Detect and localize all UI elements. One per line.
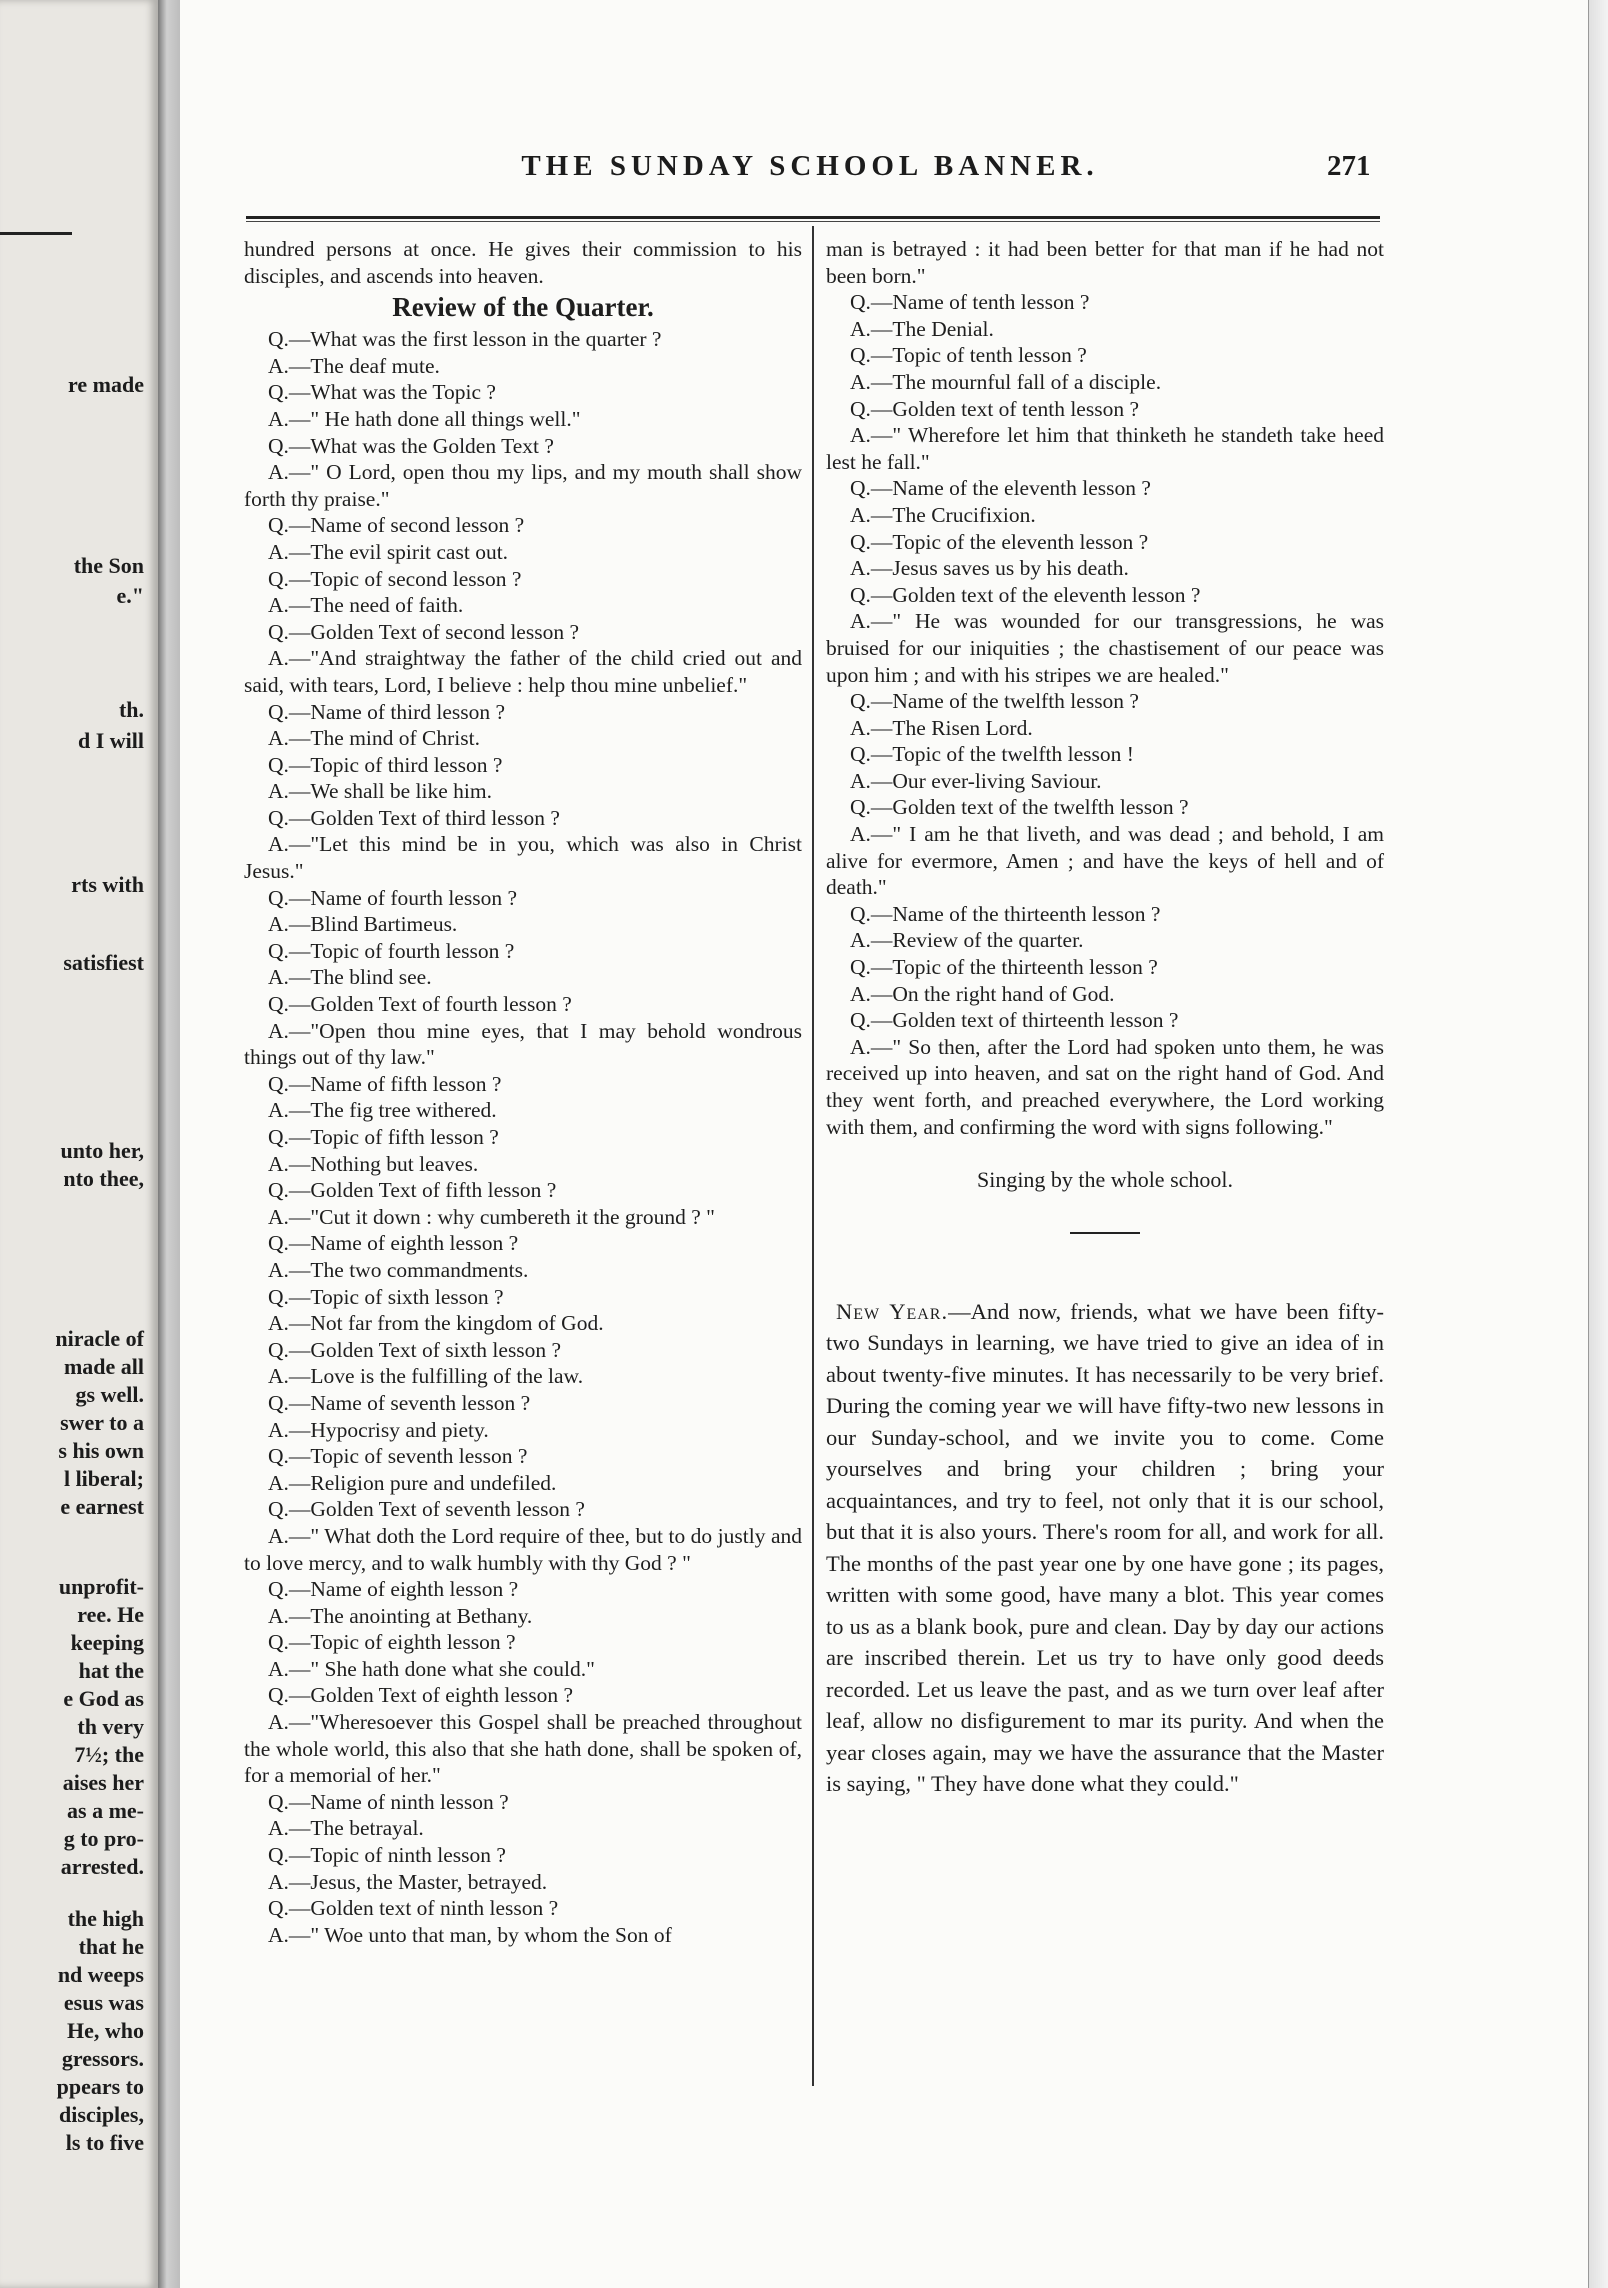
adjacent-page-fragment: He, who xyxy=(67,2018,144,2043)
qa-line: A.—" He was wounded for our transgressions, he was bruised for our iniquities ; the chastisement of our peace was upon him ; and with his stripes we are healed." xyxy=(826,609,1384,687)
adjacent-page-fragment: nto thee, xyxy=(63,1166,144,1191)
qa-line: Q.—What was the Topic ? xyxy=(268,380,496,405)
adjacent-page-fragment: as a me- xyxy=(67,1798,144,1823)
qa-line: Q.—Golden Text of third lesson ? xyxy=(268,805,560,830)
column-divider xyxy=(812,226,814,2086)
right-column xyxy=(826,236,1384,1800)
qa-line: Q.—Golden text of thirteenth lesson ? xyxy=(850,1008,1179,1033)
adjacent-page-fragment: disciples, xyxy=(59,2102,144,2127)
qa-line: Q.—Name of fifth lesson ? xyxy=(268,1071,502,1096)
qa-line: A.—" He hath done all things well." xyxy=(268,406,581,431)
qa-line: A.—The Denial. xyxy=(850,316,994,341)
adjacent-page-fragment: 7½; the xyxy=(74,1742,144,1767)
qa-line: A.—Hypocrisy and piety. xyxy=(268,1417,489,1442)
qa-line: Q.—Golden text of tenth lesson ? xyxy=(850,396,1140,421)
page-number: 271 xyxy=(1327,150,1371,182)
qa-line: Q.—Golden Text of fourth lesson ? xyxy=(268,992,572,1017)
header-rule xyxy=(246,216,1380,222)
qa-line: Q.—Golden text of ninth lesson ? xyxy=(268,1896,559,1921)
adjacent-page-fragment: arrested. xyxy=(60,1854,144,1879)
new-year-text: —And now, friends, what we have been fifty-two Sundays in learning, we have tried to give an idea of in about twenty-five minutes. It has necessarily to be very brief. During the coming year we will have fifty-two new lessons in our Sunday-school, and we invite you to come. Come yourselves and bring your children ; bring your acquaintances, and try to feel, not only that it is our school, but that it is also yours. There's room for all, and work for all. The months of the past year one by one have gone ; its pages, written with some good, have many a blot. This year comes to us as a blank book, pure and clean. Day by day our actions are inscribed therein. Let us try to have only good deeds recorded. Let us leave the past, and as we turn over leaf after leaf, allow no disfigurement to mar its purity. And when the year closes again, may we have the assurance that the Master is saying, " They have done what they could." xyxy=(826,1298,1384,1797)
qa-line: Q.—Golden text of the eleventh lesson ? xyxy=(850,582,1201,607)
adjacent-page-fragment: ree. He xyxy=(77,1602,144,1627)
qa-line: A.—The betrayal. xyxy=(268,1816,424,1841)
qa-line: Q.—Golden Text of sixth lesson ? xyxy=(268,1337,562,1362)
qa-line: A.—The evil spirit cast out. xyxy=(268,539,509,564)
adjacent-page-fragment: e God as xyxy=(63,1686,144,1711)
qa-line: Q.—Topic of tenth lesson ? xyxy=(850,343,1087,368)
qa-line: A.—Religion pure and undefiled. xyxy=(268,1470,557,1495)
qa-line: Q.—What was the Golden Text ? xyxy=(268,433,554,458)
adjacent-page-fragment: re made xyxy=(68,372,144,397)
qa-line: A.—The Crucifixion. xyxy=(850,502,1036,527)
adjacent-page-strip xyxy=(0,0,158,2288)
qa-line: A.—"Wheresoever this Gospel shall be preached throughout the whole world, this also that she hath done, shall be spoken of, for a memorial of her." xyxy=(244,1710,802,1788)
qa-list-left xyxy=(244,326,802,1948)
adjacent-page-fragment: s his own xyxy=(58,1438,144,1463)
qa-line: A.—The mind of Christ. xyxy=(268,726,480,751)
qa-line: A.—The mournful fall of a disciple. xyxy=(850,369,1162,394)
qa-line: A.—" O Lord, open thou my lips, and my mouth shall show forth thy praise." xyxy=(244,460,802,511)
qa-line: A.—"And straightway the father of the child cried out and said, with tears, Lord, I believe : help thou mine unbelief." xyxy=(244,646,802,697)
qa-line: A.—" She hath done what she could." xyxy=(268,1656,595,1681)
qa-line: Q.—Topic of the eleventh lesson ? xyxy=(850,529,1149,554)
qa-line: A.—Nothing but leaves. xyxy=(268,1151,479,1176)
qa-line: A.—The blind see. xyxy=(268,965,432,990)
section-heading: Review of the Quarter. xyxy=(392,292,654,323)
adjacent-page-fragment: th. xyxy=(118,697,144,722)
singing-note: Singing by the whole school. xyxy=(976,1167,1234,1193)
qa-line: A.—The deaf mute. xyxy=(268,353,440,378)
qa-line: A.—Love is the fulfilling of the law. xyxy=(268,1364,584,1389)
qa-line: Q.—Name of tenth lesson ? xyxy=(850,290,1090,315)
adjacent-page-fragment: g to pro- xyxy=(63,1826,144,1851)
qa-line: A.—The two commandments. xyxy=(268,1257,529,1282)
qa-line: A.—The anointing at Bethany. xyxy=(268,1603,533,1628)
qa-line: Q.—Golden text of the twelfth lesson ? xyxy=(850,795,1189,820)
qa-line: Q.—Name of the eleventh lesson ? xyxy=(850,476,1151,501)
qa-line: A.—"Cut it down : why cumbereth it the ground ? " xyxy=(268,1204,715,1229)
adjacent-page-fragment: nd weeps xyxy=(57,1962,144,1987)
qa-line: man is betrayed : it had been better for that man if he had not been born." xyxy=(826,237,1384,288)
qa-line: A.—" I am he that liveth, and was dead ; and behold, I am alive for evermore, Amen ; and have the keys of hell and of death." xyxy=(826,822,1384,900)
qa-line: Q.—Name of third lesson ? xyxy=(268,699,506,724)
qa-line: Q.—Name of second lesson ? xyxy=(268,513,525,538)
qa-line: A.—Jesus saves us by his death. xyxy=(850,556,1129,581)
qa-line: A.—" So then, after the Lord had spoken unto them, he was received up into heaven, and sat on the right hand of God. And they went forth, and preached everywhere, the Lord working with them, and confirming the word with signs following." xyxy=(826,1034,1384,1139)
adjacent-page-fragment: satisfiest xyxy=(63,950,144,975)
qa-line: Q.—Name of ninth lesson ? xyxy=(268,1789,509,1814)
qa-line: Q.—Topic of seventh lesson ? xyxy=(268,1444,528,1469)
qa-line: A.—Our ever-living Saviour. xyxy=(850,768,1102,793)
adjacent-page-fragment: e earnest xyxy=(60,1494,144,1519)
qa-line: A.—The need of faith. xyxy=(268,593,464,618)
qa-line: Q.—Topic of fourth lesson ? xyxy=(268,938,515,963)
book-gutter xyxy=(158,0,180,2288)
adjacent-page-fragment: ppears to xyxy=(56,2074,144,2099)
running-head: THE SUNDAY SCHOOL BANNER. xyxy=(521,150,1099,182)
new-year-lead: New Year. xyxy=(836,1298,949,1324)
adjacent-page-fragment: rts with xyxy=(71,872,144,897)
qa-line: A.—The fig tree withered. xyxy=(268,1098,497,1123)
qa-line: Q.—Topic of fifth lesson ? xyxy=(268,1125,499,1149)
qa-line: A.—Jesus, the Master, betrayed. xyxy=(268,1869,548,1894)
qa-line: Q.—Golden Text of fifth lesson ? xyxy=(268,1178,557,1203)
qa-line: A.—The Risen Lord. xyxy=(850,715,1033,740)
qa-line: Q.—Topic of the twelfth lesson ! xyxy=(850,742,1134,767)
qa-line: A.—" Wherefore let him that thinketh he standeth take heed lest he fall." xyxy=(826,423,1384,474)
qa-line: Q.—Golden Text of seventh lesson ? xyxy=(268,1497,585,1522)
qa-line: Q.—Name of eighth lesson ? xyxy=(268,1577,519,1602)
adjacent-page-fragment: unprofit- xyxy=(58,1574,144,1599)
adjacent-page-fragment: l liberal; xyxy=(63,1466,144,1491)
qa-line: A.—"Let this mind be in you, which was also in Christ Jesus." xyxy=(244,832,802,884)
qa-line: A.—We shall be like him. xyxy=(268,779,492,804)
qa-line: Q.—Topic of ninth lesson ? xyxy=(268,1843,506,1868)
qa-line: Q.—Golden Text of eighth lesson ? xyxy=(268,1683,574,1708)
adjacent-page-fragment: that he xyxy=(78,1934,144,1959)
qa-line: Q.—Name of the twelfth lesson ? xyxy=(850,689,1139,714)
new-year-paragraph xyxy=(826,1296,1384,1800)
qa-line: Q.—Topic of sixth lesson ? xyxy=(268,1284,504,1309)
qa-line: Q.—Name of eighth lesson ? xyxy=(268,1231,519,1256)
qa-line: A.—Review of the quarter. xyxy=(850,928,1084,953)
adjacent-page-fragment: gs well. xyxy=(75,1382,144,1407)
adjacent-page-fragment: unto her, xyxy=(60,1138,144,1163)
qa-line: Q.—Topic of the thirteenth lesson ? xyxy=(850,955,1158,980)
qa-line: A.—Blind Bartimeus. xyxy=(268,912,458,937)
qa-line: Q.—Name of seventh lesson ? xyxy=(268,1390,531,1415)
qa-line: A.—"Open thou mine eyes, that I may behold wondrous things out of thy law." xyxy=(244,1018,802,1070)
qa-line: Q.—What was the first lesson in the quarter ? xyxy=(268,327,662,352)
adjacent-page-fragment: keeping xyxy=(70,1630,144,1655)
intro-paragraph: hundred persons at once. He gives their commission to his disciples, and ascends into heaven. xyxy=(244,237,802,288)
qa-line: Q.—Topic of third lesson ? xyxy=(268,752,503,777)
section-divider xyxy=(1070,1232,1140,1234)
qa-line: A.—On the right hand of God. xyxy=(850,981,1115,1006)
page-edge xyxy=(1588,0,1608,2288)
qa-line: Q.—Golden Text of second lesson ? xyxy=(268,619,579,644)
adjacent-page-fragment: hat the xyxy=(78,1658,144,1683)
adjacent-page-fragment: ls to five xyxy=(65,2130,144,2155)
adjacent-page-fragment: aises her xyxy=(62,1770,144,1795)
adjacent-page-fragment: th very xyxy=(77,1714,144,1739)
adjacent-page-fragment: e." xyxy=(116,583,144,608)
qa-line: A.—" Woe unto that man, by whom the Son of xyxy=(268,1922,672,1947)
adjacent-page-fragment: swer to a xyxy=(60,1410,144,1435)
qa-line: A.—Not far from the kingdom of God. xyxy=(268,1311,604,1336)
qa-line: Q.—Topic of eighth lesson ? xyxy=(268,1630,516,1655)
adjacent-page-fragment: niracle of xyxy=(55,1326,144,1351)
adjacent-page-fragment: the high xyxy=(67,1906,144,1931)
adjacent-page-fragment: gressors. xyxy=(61,2046,144,2071)
adjacent-page-fragment: d I will xyxy=(77,728,144,753)
qa-line: Q.—Name of the thirteenth lesson ? xyxy=(850,901,1161,926)
adjacent-page-fragment: made all xyxy=(63,1354,144,1379)
qa-list-right xyxy=(826,236,1384,1140)
adjacent-page-fragment: esus was xyxy=(63,1990,144,2015)
qa-line: Q.—Topic of second lesson ? xyxy=(268,566,522,591)
adjacent-page-fragment: the Son xyxy=(73,553,144,578)
qa-line: A.—" What doth the Lord require of thee, but to do justly and to love mercy, and to walk humbly with thy God ? " xyxy=(244,1523,802,1575)
left-column xyxy=(244,236,802,1948)
qa-line: Q.—Name of fourth lesson ? xyxy=(268,885,517,910)
adjacent-page-rule xyxy=(0,232,72,235)
